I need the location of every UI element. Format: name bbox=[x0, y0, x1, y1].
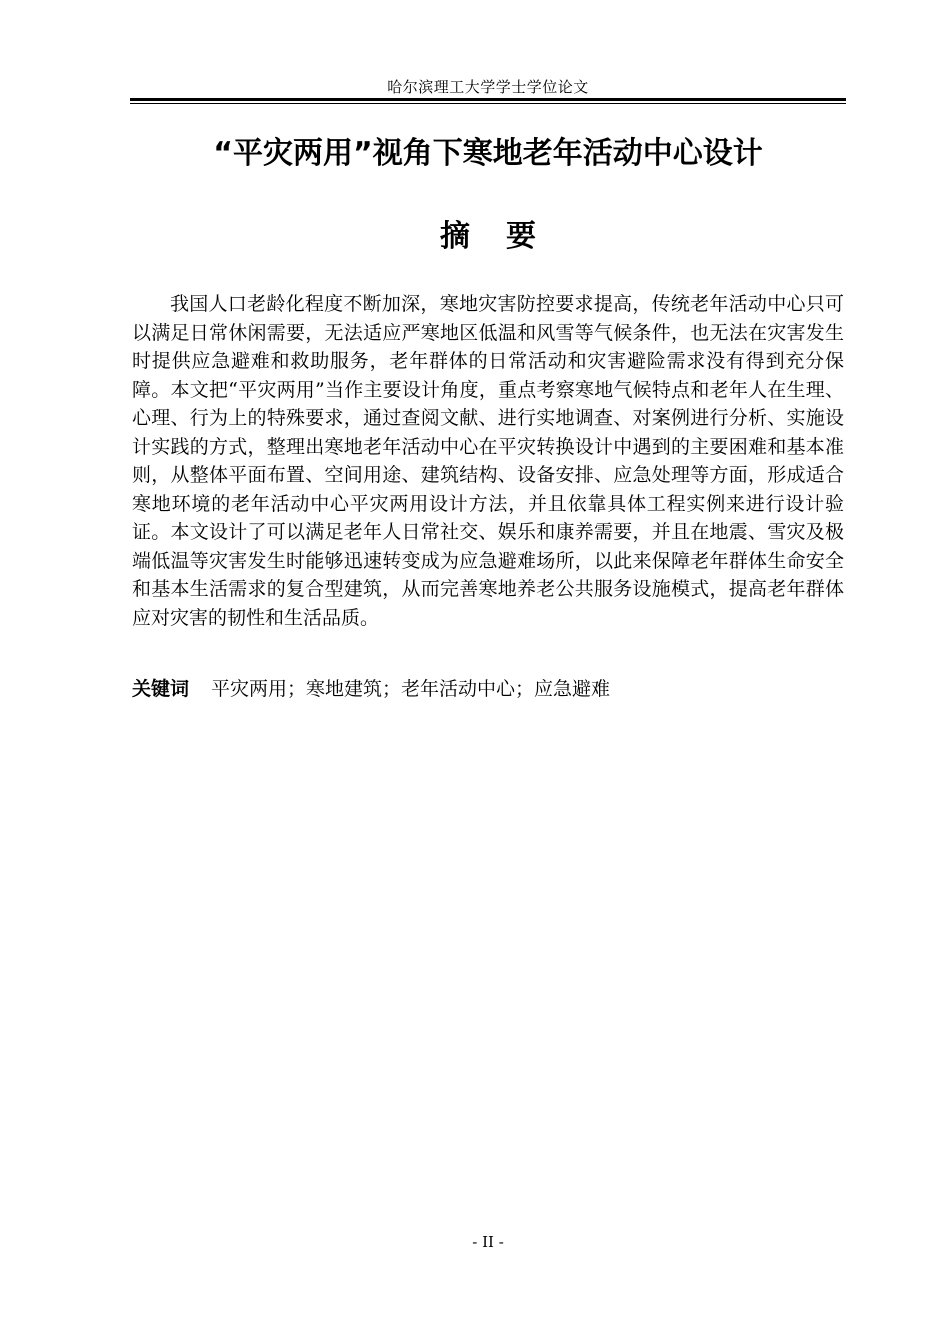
document-title: “平灾两用”视角下寒地老年活动中心设计 bbox=[213, 136, 763, 171]
keywords-label: 关键词 bbox=[132, 678, 190, 700]
header-rule-thick bbox=[130, 98, 846, 101]
abstract-paragraph: 我国人口老龄化程度不断加深，寒地灾害防控要求提高，传统老年活动中心只可以满足日常休闲需要，无法适应严寒地区低温和风雪等气候条件，也无法在灾害发生时提供应急避难和救助服务，老年群体的日常活动和灾害避险需求没有得到充分保障。本文把“平灾两用”当作主要设计角度，重点考察寒地气候特点和老年人在生理、心理、行为上的特殊要求，通过查阅文献、进行实地调查、对案例进行分析、实施设计实践的方式，整理出寒地老年活动中心在平灾转换设计中遇到的主要困难和基本准则，从整体平面布置、空间用途、建筑结构、设备安排、应急处理等方面，形成适合寒地环境的老年活动中心平灾两用设计方法，并且依靠具体工程实例来进行设计验证。本文设计了可以满足老年人日常社交、娱乐和康养需要，并且在地震、雪灾及极端低温等灾害发生时能够迅速转变成为应急避难场所，以此来保障老年群体生命安全和基本生活需求的复合型建筑，从而完善寒地养老公共服务设施模式，提高老年群体应对灾害的韧性和生活品质。 bbox=[132, 293, 844, 629]
keywords-text: 平灾两用；寒地建筑；老年活动中心；应急避难 bbox=[211, 678, 611, 700]
header-rule-thin bbox=[130, 103, 846, 104]
keywords-line bbox=[132, 675, 844, 703]
page-number: - II - bbox=[472, 1233, 504, 1251]
running-header: 哈尔滨理工大学学士学位论文 bbox=[387, 78, 589, 96]
abstract-heading: 摘要 bbox=[440, 219, 572, 254]
